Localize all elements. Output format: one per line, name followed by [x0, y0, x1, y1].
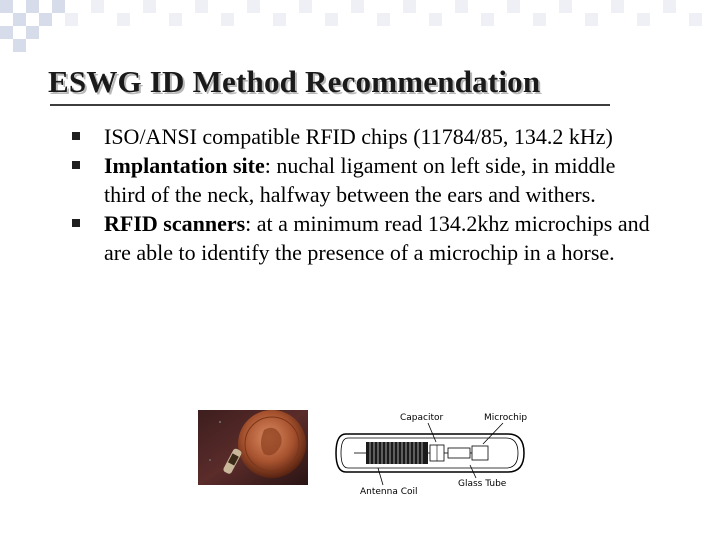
capacitor-label: Capacitor	[400, 413, 444, 423]
bullet-item	[68, 122, 658, 151]
square-bullet-icon	[72, 219, 80, 227]
glass-tube-label: Glass Tube	[458, 479, 507, 489]
bullet-label: RFID scanners	[104, 211, 246, 236]
corner-decoration	[0, 0, 720, 56]
microchip-label: Microchip	[484, 413, 528, 423]
bullet-text: : at a minimum read 134.2khz microchips and are able to identify the presence of a microchip in a horse.	[104, 211, 650, 265]
antenna-coil-label: Antenna Coil	[360, 487, 418, 495]
image-row	[198, 410, 533, 495]
slide-title: ESWG ID Method Recommendation	[48, 64, 541, 99]
microchip-diagram	[328, 410, 533, 495]
bullet-label: Implantation site	[104, 153, 265, 178]
microchip-penny-photo	[198, 410, 308, 485]
bullet-text: : nuchal ligament on left side, in middle third of the neck, halfway between the ears and withers.	[104, 153, 616, 207]
bullet-item	[68, 209, 658, 267]
bullet-list	[68, 122, 658, 267]
square-bullet-icon	[72, 132, 80, 140]
bullet-text: ISO/ANSI compatible RFID chips (11784/85, 134.2 kHz)	[104, 124, 613, 149]
square-bullet-icon	[72, 161, 80, 169]
title-underline	[50, 104, 610, 106]
bullet-item	[68, 151, 658, 209]
